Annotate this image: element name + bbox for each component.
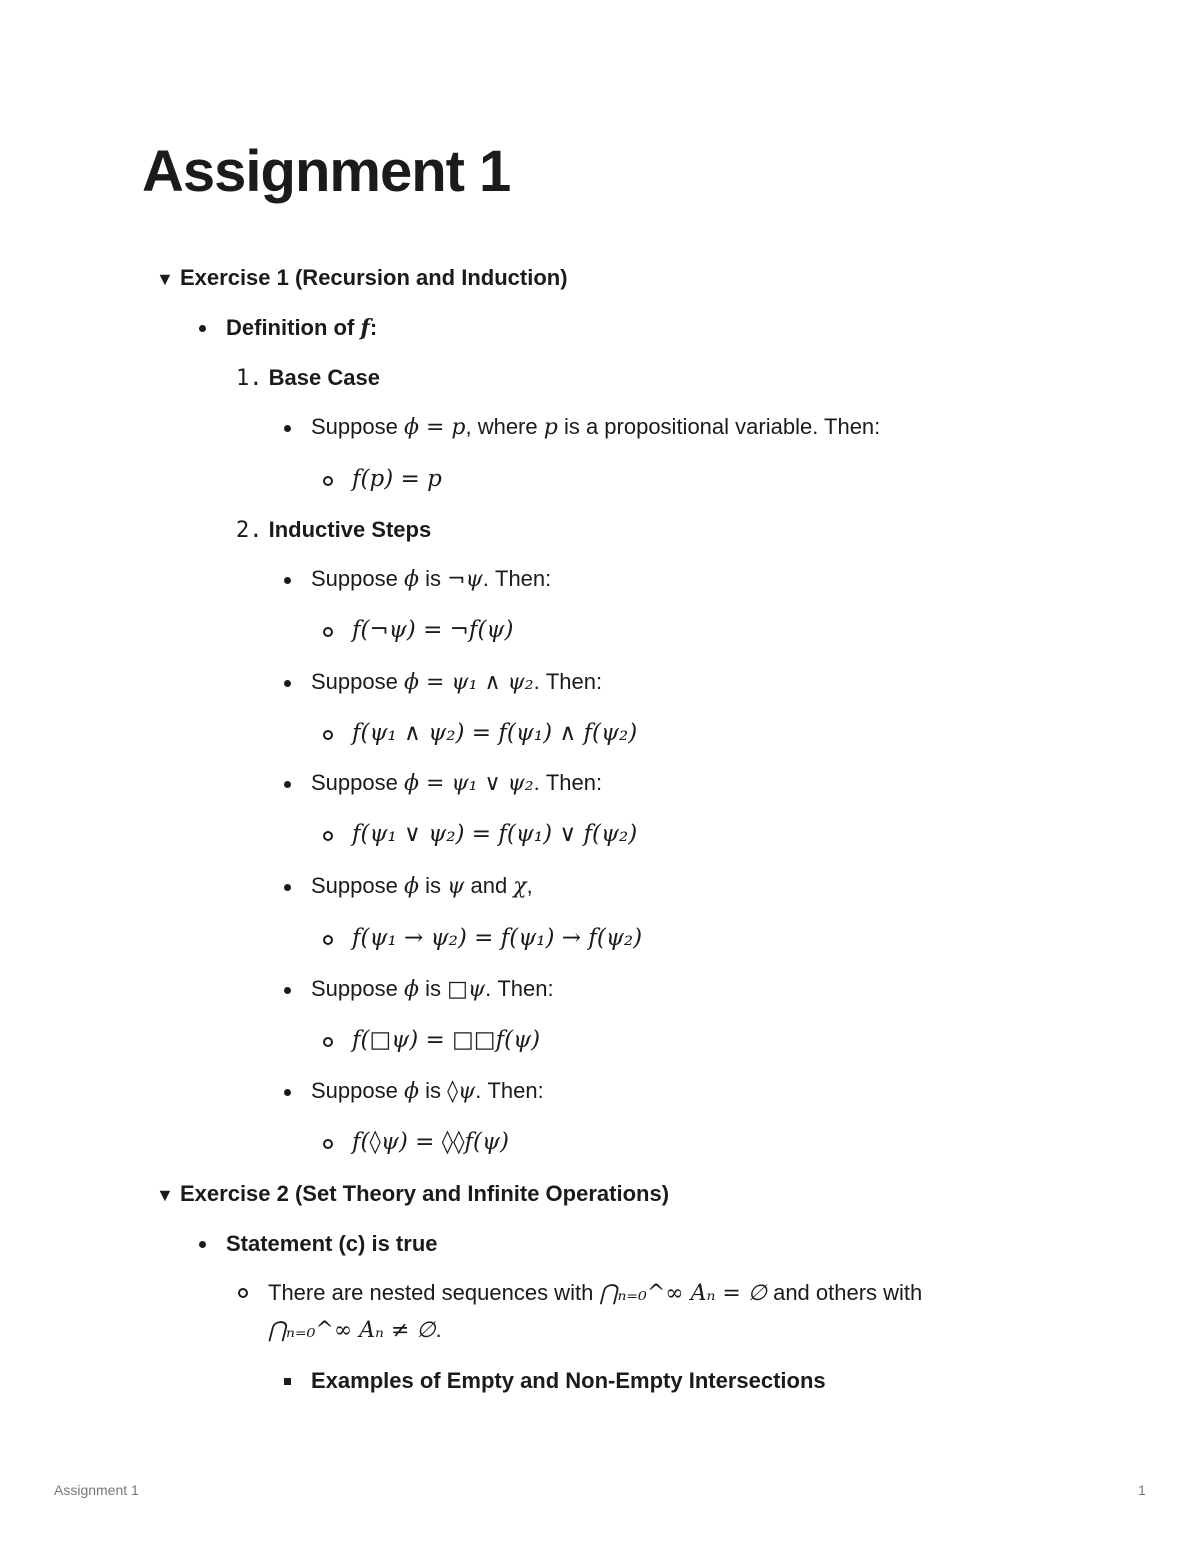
base-case-heading xyxy=(236,365,380,391)
text: Suppose xyxy=(311,566,404,591)
text: is xyxy=(418,873,448,898)
hollow-bullet-icon xyxy=(323,831,333,841)
bullet-icon xyxy=(284,425,291,432)
text: is xyxy=(418,566,448,591)
math: ϕ = ψ₁ ∧ ψ₂ xyxy=(403,670,534,695)
hollow-bullet-icon xyxy=(323,476,333,486)
hollow-bullet-icon xyxy=(323,1139,333,1149)
bullet-icon xyxy=(284,884,291,891)
inductive-step-formula: f(ψ₁ ∨ ψ₂) = f(ψ₁) ∨ f(ψ₂) xyxy=(352,821,638,847)
bullet-icon xyxy=(284,577,291,584)
bullet-icon xyxy=(284,987,291,994)
bullet-icon xyxy=(199,325,206,332)
math: ϕ xyxy=(403,1079,419,1104)
base-case-label: Base Case xyxy=(268,365,380,390)
definition-symbol: f xyxy=(360,315,370,341)
inductive-step-statement xyxy=(311,976,554,1002)
inductive-steps-label: Inductive Steps xyxy=(268,517,432,542)
examples-heading: Examples of Empty and Non-Empty Intersections xyxy=(311,1368,826,1393)
hollow-bullet-icon xyxy=(323,627,333,637)
inductive-step-statement xyxy=(311,566,551,592)
math: ϕ xyxy=(403,874,419,899)
page-number: 1 xyxy=(1138,1482,1146,1498)
bullet-icon xyxy=(199,1241,206,1248)
toggle-exercise-2[interactable] xyxy=(156,1181,669,1207)
text: is xyxy=(418,1078,448,1103)
inductive-step-formula: f(ψ₁ → ψ₂) = f(ψ₁) → f(ψ₂) xyxy=(352,925,643,951)
text: and others with xyxy=(766,1280,923,1305)
text: Suppose xyxy=(311,414,404,439)
inductive-step-formula: f(ψ₁ ∧ ψ₂) = f(ψ₁) ∧ f(ψ₂) xyxy=(352,720,638,746)
math: ⋂ₙ₌₀^∞ Aₙ ≠ ∅ xyxy=(268,1318,436,1343)
text: . Then: xyxy=(533,669,603,694)
math: χ xyxy=(513,874,527,899)
math: ϕ = ψ₁ ∨ ψ₂ xyxy=(403,771,534,796)
nested-sequences-line-2 xyxy=(268,1317,442,1343)
text: . Then: xyxy=(482,566,552,591)
text: and xyxy=(464,873,514,898)
math: □ψ xyxy=(447,977,486,1002)
math: p xyxy=(543,415,558,440)
inductive-step-formula: f(¬ψ) = ¬f(ψ) xyxy=(352,617,514,643)
text: , xyxy=(526,873,533,898)
toggle-exercise-1[interactable] xyxy=(156,265,568,291)
inductive-step-statement xyxy=(311,1078,544,1104)
exercise-1-heading: Exercise 1 (Recursion and Induction) xyxy=(180,265,568,290)
text: . Then: xyxy=(475,1078,544,1103)
nested-sequences-line-1 xyxy=(268,1280,922,1306)
base-case-formula: f(p) = p xyxy=(352,466,442,492)
definition-line xyxy=(226,315,377,341)
text: , where xyxy=(465,414,544,439)
inductive-steps-heading xyxy=(236,517,431,543)
hollow-bullet-icon xyxy=(323,1037,333,1047)
definition-colon: : xyxy=(369,315,378,340)
math: ψ xyxy=(447,874,465,899)
triangle-down-icon[interactable]: ▼ xyxy=(156,269,174,289)
inductive-step-formula: f(□ψ) = □□f(ψ) xyxy=(352,1027,541,1053)
text: Suppose xyxy=(311,873,404,898)
text: . Then: xyxy=(533,770,603,795)
text: Suppose xyxy=(311,669,404,694)
math: ϕ xyxy=(403,567,419,592)
text: is a propositional variable. Then: xyxy=(557,414,881,439)
bullet-icon xyxy=(284,680,291,687)
footer-title: Assignment 1 xyxy=(54,1482,139,1498)
square-bullet-icon xyxy=(284,1378,291,1385)
text: . Then: xyxy=(485,976,554,1001)
text: . xyxy=(435,1317,442,1342)
list-number: 2. xyxy=(236,518,263,543)
inductive-step-statement xyxy=(311,669,602,695)
hollow-bullet-icon xyxy=(323,935,333,945)
bullet-icon xyxy=(284,781,291,788)
text: Suppose xyxy=(311,770,404,795)
inductive-step-formula: f(◊ψ) = ◊◊f(ψ) xyxy=(352,1129,509,1155)
exercise-2-heading: Exercise 2 (Set Theory and Infinite Operations) xyxy=(180,1181,670,1206)
definition-label: Definition of xyxy=(226,315,361,340)
base-case-statement xyxy=(311,414,880,440)
text: Suppose xyxy=(311,976,404,1001)
text: There are nested sequences with xyxy=(268,1280,600,1305)
math: ϕ = p xyxy=(403,415,466,440)
text: Suppose xyxy=(311,1078,404,1103)
inductive-step-statement xyxy=(311,770,602,796)
inductive-step-statement xyxy=(311,873,533,899)
math: ◊ψ xyxy=(447,1079,476,1104)
list-number: 1. xyxy=(236,366,263,391)
triangle-down-icon[interactable]: ▼ xyxy=(156,1185,174,1205)
math: ϕ xyxy=(403,977,419,1002)
hollow-bullet-icon xyxy=(323,730,333,740)
page-title: Assignment 1 xyxy=(142,139,511,204)
text: is xyxy=(418,976,448,1001)
hollow-bullet-icon xyxy=(238,1288,248,1298)
math: ¬ψ xyxy=(447,567,483,592)
math: ⋂ₙ₌₀^∞ Aₙ = ∅ xyxy=(599,1281,767,1306)
bullet-icon xyxy=(284,1089,291,1096)
statement-c: Statement (c) is true xyxy=(226,1231,438,1256)
